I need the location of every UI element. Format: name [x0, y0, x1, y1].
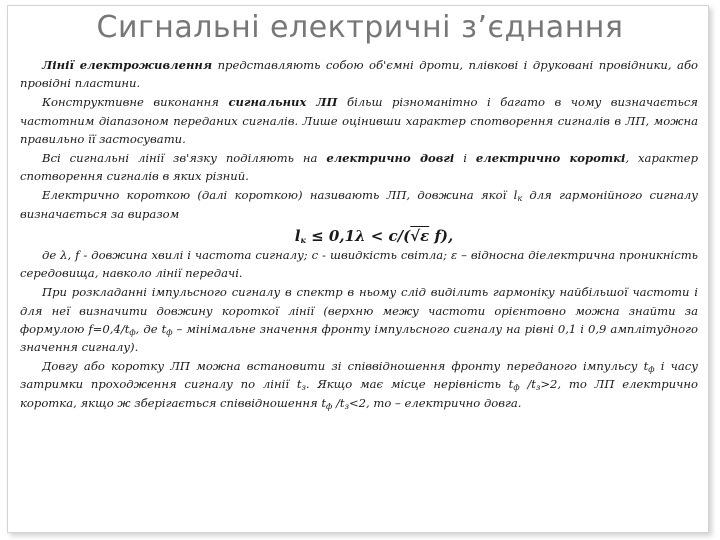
paragraph-variables: де λ, f - довжина хвилі і частота сигналу; с - швидкість світла; ε – відносна діелектрична проникність середовища, навколо лінії передачі. — [20, 248, 698, 281]
paragraph-line-classes: Всі сигнальні лінії зв'язку поділяють на електрично довгі і електрично короткі, характер спотворення сигналів в яких різний. — [20, 151, 698, 184]
slide-title: Сигнальні електричні з’єднання — [96, 10, 624, 45]
term-long-lines: електрично довгі — [326, 151, 455, 166]
paragraph-short-line-definition: Електрично короткою (далі короткою) називають ЛП, довжина якої $l_к$ для гармонійного сигналу визначається за виразом — [20, 188, 698, 221]
slide-body — [20, 56, 698, 413]
paragraph-signal-lines: Конструктивне виконання сигнальних ЛП більш різноманітно і багато в чому визначається частотним діапазоном переданих сигналів. Лише оцінивши характер спотворення сигналів в ЛП, можна правильно її застосувати. — [20, 95, 698, 146]
paragraph-pulse-spectrum: При розкладанні імпульсного сигналу в спектр в ньому слід виділить гармоніку найбільшої частоти і для неї визначити довжину короткої лінії (верхню межу частоти орієнтовно можна знайти за формулою $f=0,4/t_ф$, де $t_ф$ – мінімальне значення фронту імпульсного сигналу на рівні 0,1 і 0,9 амплітудного значення сигналу). — [20, 285, 699, 355]
term-power-lines: Лінії електроживлення — [42, 58, 213, 72]
paragraph-long-short-criterion: Довгу або коротку ЛП можна встановити зі співвідношення фронту переданого імпульсу $t_ф$ і часу затримки проходження сигналу по лінії $t_з$. Якщо має місце нерівність $t_ф$ $/t_з>2$, то ЛП електрично коротка, якщо ж зберігається співвідношення $t_ф$ $/t_з<2$, то – електрично довга. — [20, 359, 699, 411]
term-signal-lines: сигнальних ЛП — [228, 95, 338, 110]
paragraph-power-lines: Лінії електроживлення представляють собою об'ємні дроти, плівкові і друковані провідники, або провідні пластини. — [20, 58, 699, 91]
formula-short-line: $l_к \le 0,1\lambda < c/(√\varepsilon$ f), — [294, 226, 454, 245]
term-short-lines: електрично короткі — [475, 151, 626, 166]
